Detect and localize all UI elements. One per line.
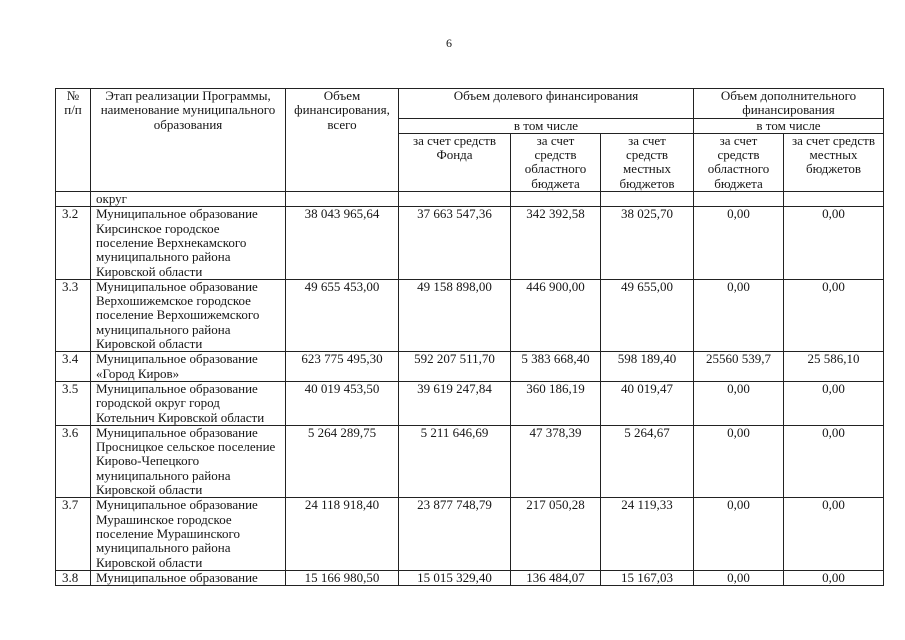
row-number-cell: 3.4 bbox=[56, 352, 91, 382]
municipality-name-cell: Муниципальное образование Кирсинское городское поселение Верхнекамского муниципального района Кировской области bbox=[91, 207, 286, 279]
row-number-cell: 3.2 bbox=[56, 207, 91, 279]
municipality-name-cell: Муниципальное образование Верхошижемское городское поселение Верхошижемского муниципального района Кировской области bbox=[91, 279, 286, 351]
table-row bbox=[56, 381, 884, 425]
regional-budget-share-cell: 446 900,00 bbox=[511, 279, 601, 351]
table-row bbox=[56, 498, 884, 570]
header-additional-regional: за счет средств областного бюджета bbox=[694, 133, 784, 191]
fund-share-cell: 592 207 511,70 bbox=[399, 352, 511, 382]
additional-regional-budget-cell: 0,00 bbox=[694, 425, 784, 497]
municipality-name-cell: Муниципальное образование городской округ город Котельнич Кировской области bbox=[91, 381, 286, 425]
table-header bbox=[56, 89, 884, 192]
additional-local-budget-cell: 25 586,10 bbox=[784, 352, 884, 382]
additional-regional-budget-cell bbox=[694, 192, 784, 207]
local-budget-share-cell: 5 264,67 bbox=[601, 425, 694, 497]
header-row-number: № п/п bbox=[56, 89, 91, 192]
additional-local-budget-cell: 0,00 bbox=[784, 425, 884, 497]
local-budget-share-cell: 598 189,40 bbox=[601, 352, 694, 382]
header-stage-name: Этап реализации Программы, наименование муниципального образования bbox=[91, 89, 286, 192]
additional-regional-budget-cell: 0,00 bbox=[694, 279, 784, 351]
header-shared-including: в том числе bbox=[399, 118, 694, 133]
local-budget-share-cell: 24 119,33 bbox=[601, 498, 694, 570]
financing-table bbox=[55, 88, 884, 586]
regional-budget-share-cell: 5 383 668,40 bbox=[511, 352, 601, 382]
local-budget-share-cell: 49 655,00 bbox=[601, 279, 694, 351]
regional-budget-share-cell: 217 050,28 bbox=[511, 498, 601, 570]
header-shared-financing: Объем долевого финансирования bbox=[399, 89, 694, 119]
header-row bbox=[56, 89, 884, 119]
regional-budget-share-cell: 342 392,58 bbox=[511, 207, 601, 279]
fund-share-cell bbox=[399, 192, 511, 207]
local-budget-share-cell: 38 025,70 bbox=[601, 207, 694, 279]
financing-total-cell: 623 775 495,30 bbox=[286, 352, 399, 382]
row-number-cell: 3.7 bbox=[56, 498, 91, 570]
additional-regional-budget-cell: 0,00 bbox=[694, 381, 784, 425]
municipality-name-cell: Муниципальное образование Мурашинское городское поселение Мурашинского муниципального района Кировской области bbox=[91, 498, 286, 570]
financing-total-cell: 40 019 453,50 bbox=[286, 381, 399, 425]
financing-total-cell: 49 655 453,00 bbox=[286, 279, 399, 351]
municipality-name-cell: округ bbox=[91, 192, 286, 207]
header-shared-regional: за счет средств областного бюджета bbox=[511, 133, 601, 191]
fund-share-cell: 39 619 247,84 bbox=[399, 381, 511, 425]
table-row bbox=[56, 352, 884, 382]
municipality-name-cell: Муниципальное образование bbox=[91, 570, 286, 585]
local-budget-share-cell: 40 019,47 bbox=[601, 381, 694, 425]
table-row bbox=[56, 279, 884, 351]
local-budget-share-cell: 15 167,03 bbox=[601, 570, 694, 585]
municipality-name-cell: Муниципальное образование Просницкое сельское поселение Кирово-Чепецкого муниципального района Кировской области bbox=[91, 425, 286, 497]
local-budget-share-cell bbox=[601, 192, 694, 207]
row-number-cell: 3.5 bbox=[56, 381, 91, 425]
additional-local-budget-cell: 0,00 bbox=[784, 207, 884, 279]
financing-total-cell: 15 166 980,50 bbox=[286, 570, 399, 585]
additional-local-budget-cell: 0,00 bbox=[784, 570, 884, 585]
page-number: 6 bbox=[446, 36, 452, 50]
additional-regional-budget-cell: 0,00 bbox=[694, 207, 784, 279]
regional-budget-share-cell: 47 378,39 bbox=[511, 425, 601, 497]
additional-regional-budget-cell: 0,00 bbox=[694, 498, 784, 570]
row-number-cell bbox=[56, 192, 91, 207]
header-shared-local: за счет средств местных бюджетов bbox=[601, 133, 694, 191]
regional-budget-share-cell: 136 484,07 bbox=[511, 570, 601, 585]
fund-share-cell: 15 015 329,40 bbox=[399, 570, 511, 585]
header-additional-local: за счет средств местных бюджетов bbox=[784, 133, 884, 191]
fund-share-cell: 49 158 898,00 bbox=[399, 279, 511, 351]
additional-local-budget-cell: 0,00 bbox=[784, 498, 884, 570]
header-shared-fund: за счет средств Фонда bbox=[399, 133, 511, 191]
financing-total-cell: 5 264 289,75 bbox=[286, 425, 399, 497]
regional-budget-share-cell: 360 186,19 bbox=[511, 381, 601, 425]
additional-local-budget-cell: 0,00 bbox=[784, 381, 884, 425]
table-row bbox=[56, 425, 884, 497]
additional-local-budget-cell bbox=[784, 192, 884, 207]
fund-share-cell: 23 877 748,79 bbox=[399, 498, 511, 570]
header-additional-financing: Объем дополнительного финансирования bbox=[694, 89, 884, 119]
table-row bbox=[56, 192, 884, 207]
financing-total-cell: 24 118 918,40 bbox=[286, 498, 399, 570]
additional-local-budget-cell: 0,00 bbox=[784, 279, 884, 351]
row-number-cell: 3.8 bbox=[56, 570, 91, 585]
additional-regional-budget-cell: 25560 539,7 bbox=[694, 352, 784, 382]
regional-budget-share-cell bbox=[511, 192, 601, 207]
header-total-financing: Объем финансирования, всего bbox=[286, 89, 399, 192]
table-row bbox=[56, 207, 884, 279]
fund-share-cell: 5 211 646,69 bbox=[399, 425, 511, 497]
additional-regional-budget-cell: 0,00 bbox=[694, 570, 784, 585]
fund-share-cell: 37 663 547,36 bbox=[399, 207, 511, 279]
header-additional-including: в том числе bbox=[694, 118, 884, 133]
financing-total-cell bbox=[286, 192, 399, 207]
municipality-name-cell: Муниципальное образование «Город Киров» bbox=[91, 352, 286, 382]
financing-total-cell: 38 043 965,64 bbox=[286, 207, 399, 279]
table-body bbox=[56, 192, 884, 586]
table-row bbox=[56, 570, 884, 585]
row-number-cell: 3.6 bbox=[56, 425, 91, 497]
row-number-cell: 3.3 bbox=[56, 279, 91, 351]
